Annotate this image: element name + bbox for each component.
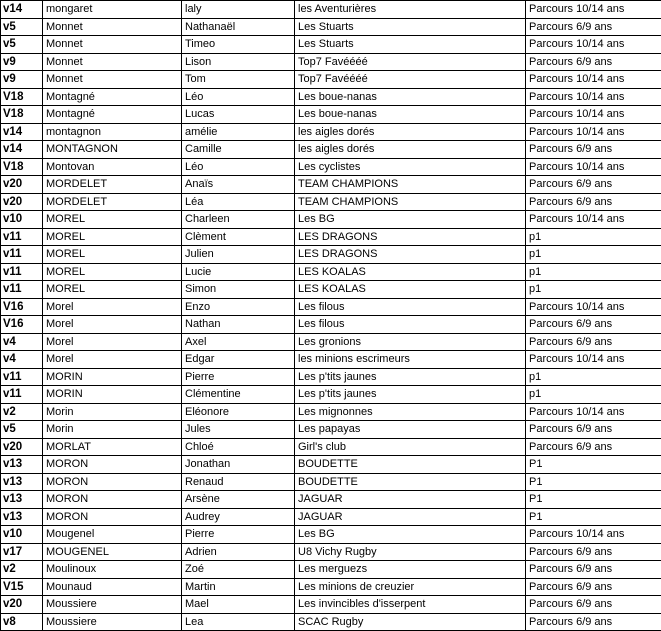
cell-first-name[interactable]: Léa	[182, 193, 295, 211]
cell-group[interactable]: V15	[1, 578, 43, 596]
table-row	[1, 36, 661, 54]
cell-team[interactable]: Les p'tits jaunes	[295, 368, 526, 386]
cell-course[interactable]: Parcours 6/9 ans	[526, 543, 661, 561]
cell-team[interactable]: Les BG	[295, 526, 526, 544]
table-row	[1, 526, 661, 544]
table-row	[1, 578, 661, 596]
cell-team[interactable]: BOUDETTE	[295, 473, 526, 491]
cell-team[interactable]: Les minions de creuzier	[295, 578, 526, 596]
cell-last-name[interactable]: MORON	[43, 491, 182, 509]
cell-team[interactable]: Les Stuarts	[295, 18, 526, 36]
table-row	[1, 403, 661, 421]
cell-last-name[interactable]: Monnet	[43, 36, 182, 54]
cell-team[interactable]: Les filous	[295, 298, 526, 316]
cell-first-name[interactable]: Lea	[182, 613, 295, 631]
cell-course[interactable]: Parcours 10/14 ans	[526, 403, 661, 421]
table-row	[1, 88, 661, 106]
cell-last-name[interactable]: Morel	[43, 298, 182, 316]
cell-first-name[interactable]: Clémentine	[182, 386, 295, 404]
cell-course[interactable]: Parcours 6/9 ans	[526, 176, 661, 194]
cell-last-name[interactable]: MOREL	[43, 263, 182, 281]
cell-first-name[interactable]: Charleen	[182, 211, 295, 229]
cell-team[interactable]: LES KOALAS	[295, 281, 526, 299]
cell-first-name[interactable]: Chloé	[182, 438, 295, 456]
cell-group[interactable]: V18	[1, 158, 43, 176]
table-body	[1, 1, 661, 631]
cell-last-name[interactable]: MORON	[43, 456, 182, 474]
cell-last-name[interactable]: MOUGENEL	[43, 543, 182, 561]
cell-group[interactable]: V18	[1, 88, 43, 106]
cell-first-name[interactable]: amélie	[182, 123, 295, 141]
cell-team[interactable]: JAGUAR	[295, 491, 526, 509]
cell-first-name[interactable]: Adrien	[182, 543, 295, 561]
cell-last-name[interactable]: MORIN	[43, 386, 182, 404]
cell-team[interactable]: les aigles dorés	[295, 141, 526, 159]
cell-last-name[interactable]: Monnet	[43, 18, 182, 36]
table-row	[1, 298, 661, 316]
cell-course[interactable]: Parcours 6/9 ans	[526, 421, 661, 439]
cell-last-name[interactable]: Monnet	[43, 71, 182, 89]
cell-course[interactable]: P1	[526, 456, 661, 474]
cell-last-name[interactable]: MOREL	[43, 228, 182, 246]
cell-course[interactable]: Parcours 10/14 ans	[526, 298, 661, 316]
cell-course[interactable]: Parcours 6/9 ans	[526, 53, 661, 71]
table-row	[1, 228, 661, 246]
cell-last-name[interactable]: MORDELET	[43, 193, 182, 211]
table-row	[1, 473, 661, 491]
table-row	[1, 1, 661, 19]
cell-course[interactable]: Parcours 6/9 ans	[526, 333, 661, 351]
table-row	[1, 176, 661, 194]
cell-course[interactable]: Parcours 6/9 ans	[526, 613, 661, 631]
cell-group[interactable]: V16	[1, 298, 43, 316]
table-row	[1, 368, 661, 386]
cell-group[interactable]: v5	[1, 421, 43, 439]
cell-group[interactable]: v20	[1, 596, 43, 614]
cell-team[interactable]: JAGUAR	[295, 508, 526, 526]
cell-last-name[interactable]: montagnon	[43, 123, 182, 141]
cell-first-name[interactable]: Clèment	[182, 228, 295, 246]
cell-course[interactable]: Parcours 10/14 ans	[526, 36, 661, 54]
cell-last-name[interactable]: MORIN	[43, 368, 182, 386]
table-row	[1, 263, 661, 281]
cell-last-name[interactable]: MORON	[43, 508, 182, 526]
cell-course[interactable]: Parcours 10/14 ans	[526, 123, 661, 141]
table-row	[1, 491, 661, 509]
table-row	[1, 141, 661, 159]
cell-first-name[interactable]: Eléonore	[182, 403, 295, 421]
cell-first-name[interactable]: Nathanaël	[182, 18, 295, 36]
cell-last-name[interactable]: Morel	[43, 333, 182, 351]
table-row	[1, 53, 661, 71]
table-row	[1, 543, 661, 561]
cell-group[interactable]: V18	[1, 106, 43, 124]
cell-team[interactable]: TEAM CHAMPIONS	[295, 193, 526, 211]
cell-group[interactable]: v9	[1, 71, 43, 89]
table-row	[1, 596, 661, 614]
cell-last-name[interactable]: Morel	[43, 351, 182, 369]
cell-course[interactable]: Parcours 6/9 ans	[526, 141, 661, 159]
cell-last-name[interactable]: Montagné	[43, 106, 182, 124]
table-row	[1, 508, 661, 526]
cell-course[interactable]: p1	[526, 368, 661, 386]
cell-first-name[interactable]: Julien	[182, 246, 295, 264]
cell-team[interactable]: Les Stuarts	[295, 36, 526, 54]
cell-team[interactable]: Les filous	[295, 316, 526, 334]
cell-first-name[interactable]: Lucie	[182, 263, 295, 281]
cell-last-name[interactable]: Morel	[43, 316, 182, 334]
cell-group[interactable]: v11	[1, 281, 43, 299]
cell-team[interactable]: Les papayas	[295, 421, 526, 439]
cell-first-name[interactable]: Axel	[182, 333, 295, 351]
cell-first-name[interactable]: Léo	[182, 88, 295, 106]
cell-first-name[interactable]: Lison	[182, 53, 295, 71]
cell-course[interactable]: Parcours 6/9 ans	[526, 596, 661, 614]
cell-course[interactable]: Parcours 10/14 ans	[526, 158, 661, 176]
cell-first-name[interactable]: Edgar	[182, 351, 295, 369]
cell-group[interactable]: v17	[1, 543, 43, 561]
cell-course[interactable]: P1	[526, 491, 661, 509]
cell-group[interactable]: v10	[1, 211, 43, 229]
cell-team[interactable]: Top7 Favéééé	[295, 71, 526, 89]
cell-team[interactable]: Les boue-nanas	[295, 88, 526, 106]
cell-first-name[interactable]: Nathan	[182, 316, 295, 334]
cell-group[interactable]: v4	[1, 351, 43, 369]
cell-course[interactable]: Parcours 6/9 ans	[526, 18, 661, 36]
cell-group[interactable]: v10	[1, 526, 43, 544]
cell-first-name[interactable]: Mael	[182, 596, 295, 614]
table-row	[1, 351, 661, 369]
cell-first-name[interactable]: Martin	[182, 578, 295, 596]
cell-group[interactable]: v11	[1, 228, 43, 246]
cell-course[interactable]: Parcours 10/14 ans	[526, 1, 661, 19]
table-row	[1, 316, 661, 334]
cell-course[interactable]: Parcours 10/14 ans	[526, 71, 661, 89]
table-row	[1, 71, 661, 89]
cell-group[interactable]: v14	[1, 1, 43, 19]
cell-team[interactable]: Les p'tits jaunes	[295, 386, 526, 404]
cell-group[interactable]: v20	[1, 438, 43, 456]
cell-course[interactable]: Parcours 6/9 ans	[526, 578, 661, 596]
cell-group[interactable]: v11	[1, 386, 43, 404]
cell-course[interactable]: Parcours 6/9 ans	[526, 561, 661, 579]
cell-first-name[interactable]: Léo	[182, 158, 295, 176]
table-row	[1, 158, 661, 176]
cell-last-name[interactable]: Mounaud	[43, 578, 182, 596]
cell-group[interactable]: V16	[1, 316, 43, 334]
table-row	[1, 438, 661, 456]
cell-group[interactable]: v5	[1, 18, 43, 36]
cell-team[interactable]: Les BG	[295, 211, 526, 229]
cell-team[interactable]: SCAC Rugby	[295, 613, 526, 631]
cell-group[interactable]: v8	[1, 613, 43, 631]
cell-last-name[interactable]: MORDELET	[43, 176, 182, 194]
cell-last-name[interactable]: Montagné	[43, 88, 182, 106]
cell-team[interactable]: BOUDETTE	[295, 456, 526, 474]
cell-group[interactable]: v11	[1, 263, 43, 281]
cell-team[interactable]: U8 Vichy Rugby	[295, 543, 526, 561]
cell-group[interactable]: v11	[1, 246, 43, 264]
cell-course[interactable]: p1	[526, 228, 661, 246]
cell-team[interactable]: LES DRAGONS	[295, 228, 526, 246]
cell-first-name[interactable]: Simon	[182, 281, 295, 299]
cell-team[interactable]: les aigles dorés	[295, 123, 526, 141]
cell-group[interactable]: v14	[1, 141, 43, 159]
table-row	[1, 561, 661, 579]
cell-course[interactable]: Parcours 10/14 ans	[526, 88, 661, 106]
cell-last-name[interactable]: MOREL	[43, 246, 182, 264]
cell-course[interactable]: Parcours 10/14 ans	[526, 526, 661, 544]
cell-team[interactable]: les minions escrimeurs	[295, 351, 526, 369]
cell-team[interactable]: Les gronions	[295, 333, 526, 351]
table-row	[1, 246, 661, 264]
cell-last-name[interactable]: mongaret	[43, 1, 182, 19]
cell-last-name[interactable]: MORON	[43, 473, 182, 491]
cell-group[interactable]: v20	[1, 193, 43, 211]
cell-first-name[interactable]: Anaïs	[182, 176, 295, 194]
table-row	[1, 333, 661, 351]
cell-course[interactable]: p1	[526, 263, 661, 281]
cell-first-name[interactable]: Jules	[182, 421, 295, 439]
cell-last-name[interactable]: MONTAGNON	[43, 141, 182, 159]
cell-group[interactable]: v11	[1, 368, 43, 386]
cell-first-name[interactable]: Lucas	[182, 106, 295, 124]
cell-last-name[interactable]: Mougenel	[43, 526, 182, 544]
cell-team[interactable]: LES DRAGONS	[295, 246, 526, 264]
cell-group[interactable]: v9	[1, 53, 43, 71]
cell-course[interactable]: Parcours 10/14 ans	[526, 106, 661, 124]
cell-first-name[interactable]: Pierre	[182, 368, 295, 386]
table-row	[1, 456, 661, 474]
cell-last-name[interactable]: MOREL	[43, 281, 182, 299]
cell-first-name[interactable]: Arsène	[182, 491, 295, 509]
table-row	[1, 106, 661, 124]
cell-last-name[interactable]: MORLAT	[43, 438, 182, 456]
cell-last-name[interactable]: Morin	[43, 403, 182, 421]
cell-first-name[interactable]: Renaud	[182, 473, 295, 491]
cell-team[interactable]: Les boue-nanas	[295, 106, 526, 124]
cell-course[interactable]: Parcours 6/9 ans	[526, 193, 661, 211]
table-row	[1, 123, 661, 141]
table-row	[1, 613, 661, 631]
cell-team[interactable]: Girl's club	[295, 438, 526, 456]
cell-course[interactable]: Parcours 10/14 ans	[526, 211, 661, 229]
cell-last-name[interactable]: Monnet	[43, 53, 182, 71]
cell-last-name[interactable]: Moussiere	[43, 613, 182, 631]
cell-course[interactable]: Parcours 6/9 ans	[526, 438, 661, 456]
cell-course[interactable]: P1	[526, 473, 661, 491]
table-row	[1, 193, 661, 211]
cell-group[interactable]: v13	[1, 456, 43, 474]
cell-group[interactable]: v13	[1, 491, 43, 509]
cell-first-name[interactable]: Zoé	[182, 561, 295, 579]
cell-course[interactable]: P1	[526, 508, 661, 526]
cell-first-name[interactable]: Timeo	[182, 36, 295, 54]
cell-group[interactable]: v13	[1, 473, 43, 491]
cell-team[interactable]: Les mignonnes	[295, 403, 526, 421]
cell-group[interactable]: v2	[1, 561, 43, 579]
cell-first-name[interactable]: Enzo	[182, 298, 295, 316]
cell-last-name[interactable]: Moulinoux	[43, 561, 182, 579]
cell-team[interactable]: LES KOALAS	[295, 263, 526, 281]
cell-team[interactable]: les Aventurières	[295, 1, 526, 19]
cell-last-name[interactable]: Morin	[43, 421, 182, 439]
cell-first-name[interactable]: laly	[182, 1, 295, 19]
cell-first-name[interactable]: Audrey	[182, 508, 295, 526]
cell-course[interactable]: Parcours 10/14 ans	[526, 351, 661, 369]
cell-last-name[interactable]: Montovan	[43, 158, 182, 176]
cell-team[interactable]: Top7 Favéééé	[295, 53, 526, 71]
cell-first-name[interactable]: Jonathan	[182, 456, 295, 474]
cell-last-name[interactable]: MOREL	[43, 211, 182, 229]
cell-group[interactable]: v13	[1, 508, 43, 526]
cell-group[interactable]: v14	[1, 123, 43, 141]
cell-first-name[interactable]: Tom	[182, 71, 295, 89]
table-row	[1, 18, 661, 36]
cell-group[interactable]: v5	[1, 36, 43, 54]
cell-first-name[interactable]: Pierre	[182, 526, 295, 544]
cell-first-name[interactable]: Camille	[182, 141, 295, 159]
cell-group[interactable]: v20	[1, 176, 43, 194]
table-row	[1, 386, 661, 404]
cell-team[interactable]: TEAM CHAMPIONS	[295, 176, 526, 194]
table-row	[1, 211, 661, 229]
cell-last-name[interactable]: Moussiere	[43, 596, 182, 614]
cell-team[interactable]: Les merguezs	[295, 561, 526, 579]
cell-group[interactable]: v4	[1, 333, 43, 351]
cell-team[interactable]: Les cyclistes	[295, 158, 526, 176]
cell-team[interactable]: Les invincibles d'isserpent	[295, 596, 526, 614]
table-row	[1, 281, 661, 299]
cell-course[interactable]: p1	[526, 386, 661, 404]
cell-group[interactable]: v2	[1, 403, 43, 421]
cell-course[interactable]: p1	[526, 246, 661, 264]
table-row	[1, 421, 661, 439]
cell-course[interactable]: Parcours 6/9 ans	[526, 316, 661, 334]
cell-course[interactable]: p1	[526, 281, 661, 299]
